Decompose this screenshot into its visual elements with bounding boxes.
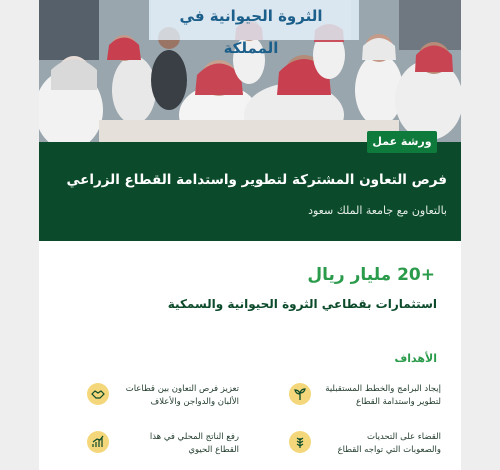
goals-title: الأهداف [394,352,437,365]
handshake-icon [87,383,109,405]
goal-item [79,431,239,457]
goal-line: تعزيز فرص التعاون بين قطاعات [125,384,239,394]
goal-line: لتطوير واستدامة القطاع [356,397,441,407]
stat-value: +20 مليار ريال [307,265,435,285]
seedling-icon [289,383,311,405]
workshop-photo [39,0,461,142]
page-title: فرص التعاون المشتركة لتطوير واستدامة القطاع الزراعي [66,172,447,188]
article-card [39,0,461,470]
goal-item [281,431,441,457]
goal-item [281,383,441,409]
page-subtitle: بالتعاون مع جامعة الملك سعود [308,204,447,217]
grain-icon [289,431,311,453]
goal-line: القطاع الحيوي [188,445,239,455]
stat-label: استثمارات بقطاعي الثروة الحيوانية والسمكية [167,297,437,311]
workshop-tag: ورشة عمل [367,131,437,153]
photo-banner-text: الثروة الحيوانية في المملكة [151,0,351,40]
goal-line: الألبان والدواجن والأعلاف [150,397,239,407]
goal-line: إيجاد البرامج والخطط المستقبلية [325,384,441,394]
goal-line: القضاء على التحديات [366,432,441,442]
goal-line: والصعوبات التي تواجه القطاع [337,445,441,455]
growth-chart-icon [87,431,109,453]
header-panel [39,142,461,241]
goal-item [79,383,239,409]
goal-line: رفع الناتج المحلي في هذا [149,432,239,442]
